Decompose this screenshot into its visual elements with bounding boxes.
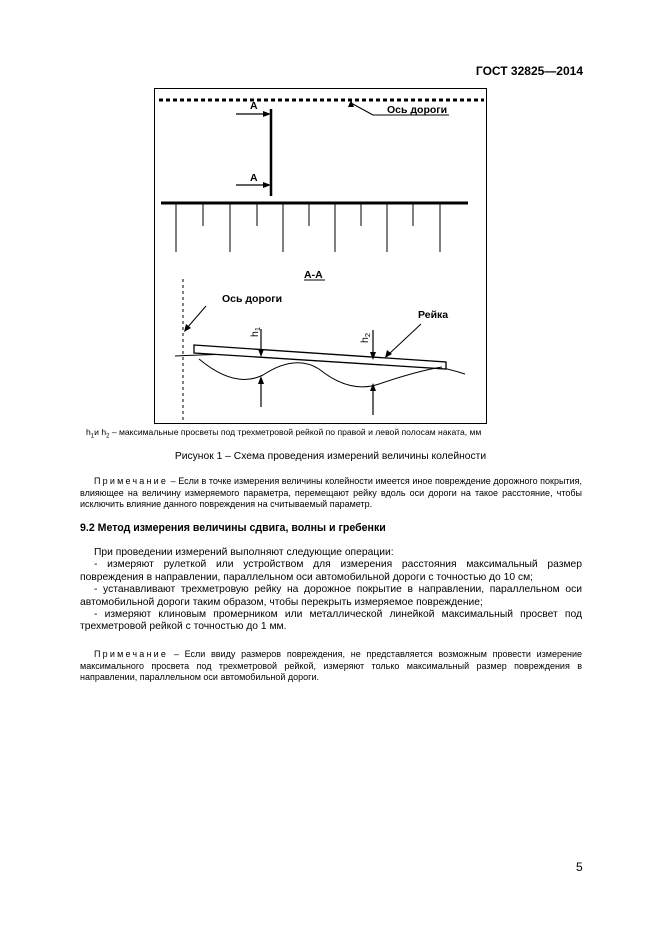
- straightedge-rail: [194, 345, 446, 369]
- rail-pointer-arrowhead: [385, 350, 392, 358]
- note-1-label: Примечание: [94, 476, 169, 486]
- h2-arrowhead-bottom: [370, 383, 376, 391]
- body-item-2: - устанавливают трехметровую рейку на дорожное покрытие в направлении, параллельном оси автомобильной дороги таким образом, чтобы перекрыть измеряемое повреждение;: [80, 584, 582, 608]
- note-1: [80, 476, 582, 511]
- h1-label: h1: [249, 326, 262, 337]
- figure-legend: $h_1и$ $h_2$ – максимальные просветы под трехметровой рейкой по правой и левой полосам наката, мм: [86, 427, 482, 440]
- figure-caption: Рисунок 1 – Схема проведения измерений величины колейности: [174, 451, 487, 462]
- note-2-label: Примечание: [94, 649, 169, 659]
- note-2: [80, 649, 582, 684]
- road-axis-label-top: Ось дороги: [387, 104, 448, 116]
- body-intro: При проведении измерений выполняют следующие операции:: [94, 547, 394, 558]
- rail-pointer: [389, 324, 421, 354]
- note-2-text: – Если ввиду размеров повреждения, не представляется возможным провести измерение максимального просвета под трехметровой рейкой, измеряют только максимальный размер повреждения в направлении, параллельном оси автомобильной дороги.: [80, 649, 582, 683]
- section-heading: 9.2 Метод измерения величины сдвига, волны и гребенки: [80, 522, 386, 534]
- road-axis-label-section: Ось дороги: [222, 293, 283, 305]
- h2-label: h2: [359, 332, 372, 343]
- document-header: ГОСТ 32825—2014: [475, 64, 583, 78]
- page-number: 5: [576, 860, 583, 874]
- road-axis-pointer: [351, 103, 373, 115]
- section-label-a-bottom: А: [250, 172, 258, 184]
- body-item-3: - измеряют клиновым промерником или металлической линейкой максимальный просвет под трехметровой рейкой с точностью до 1 мм.: [80, 609, 582, 633]
- figure-frame: [154, 88, 487, 424]
- body-item-1: - измеряют рулеткой или устройством для измерения расстояния максимальный размер повреждения в направлении, параллельном оси автомобильной дороги с точностью до 10 см;: [80, 559, 582, 583]
- rail-label: Рейка: [418, 309, 449, 321]
- road-axis-section-pointer: [187, 306, 206, 328]
- rutting-diagram: [155, 89, 488, 425]
- note-1-text: – Если в точке измерения величины колейности имеется иное повреждение дорожного покрытия, влияющее на величину измеряемого параметра, перемещают рейку вдоль оси дороги на такое расстояние, чтобы исключить влияние данного повреждения на считываемый параметр.: [80, 476, 582, 510]
- section-title: А-А: [304, 269, 323, 281]
- section-body: [80, 547, 582, 634]
- road-tick-marks: [176, 203, 440, 252]
- section-label-a-top: А: [250, 100, 258, 112]
